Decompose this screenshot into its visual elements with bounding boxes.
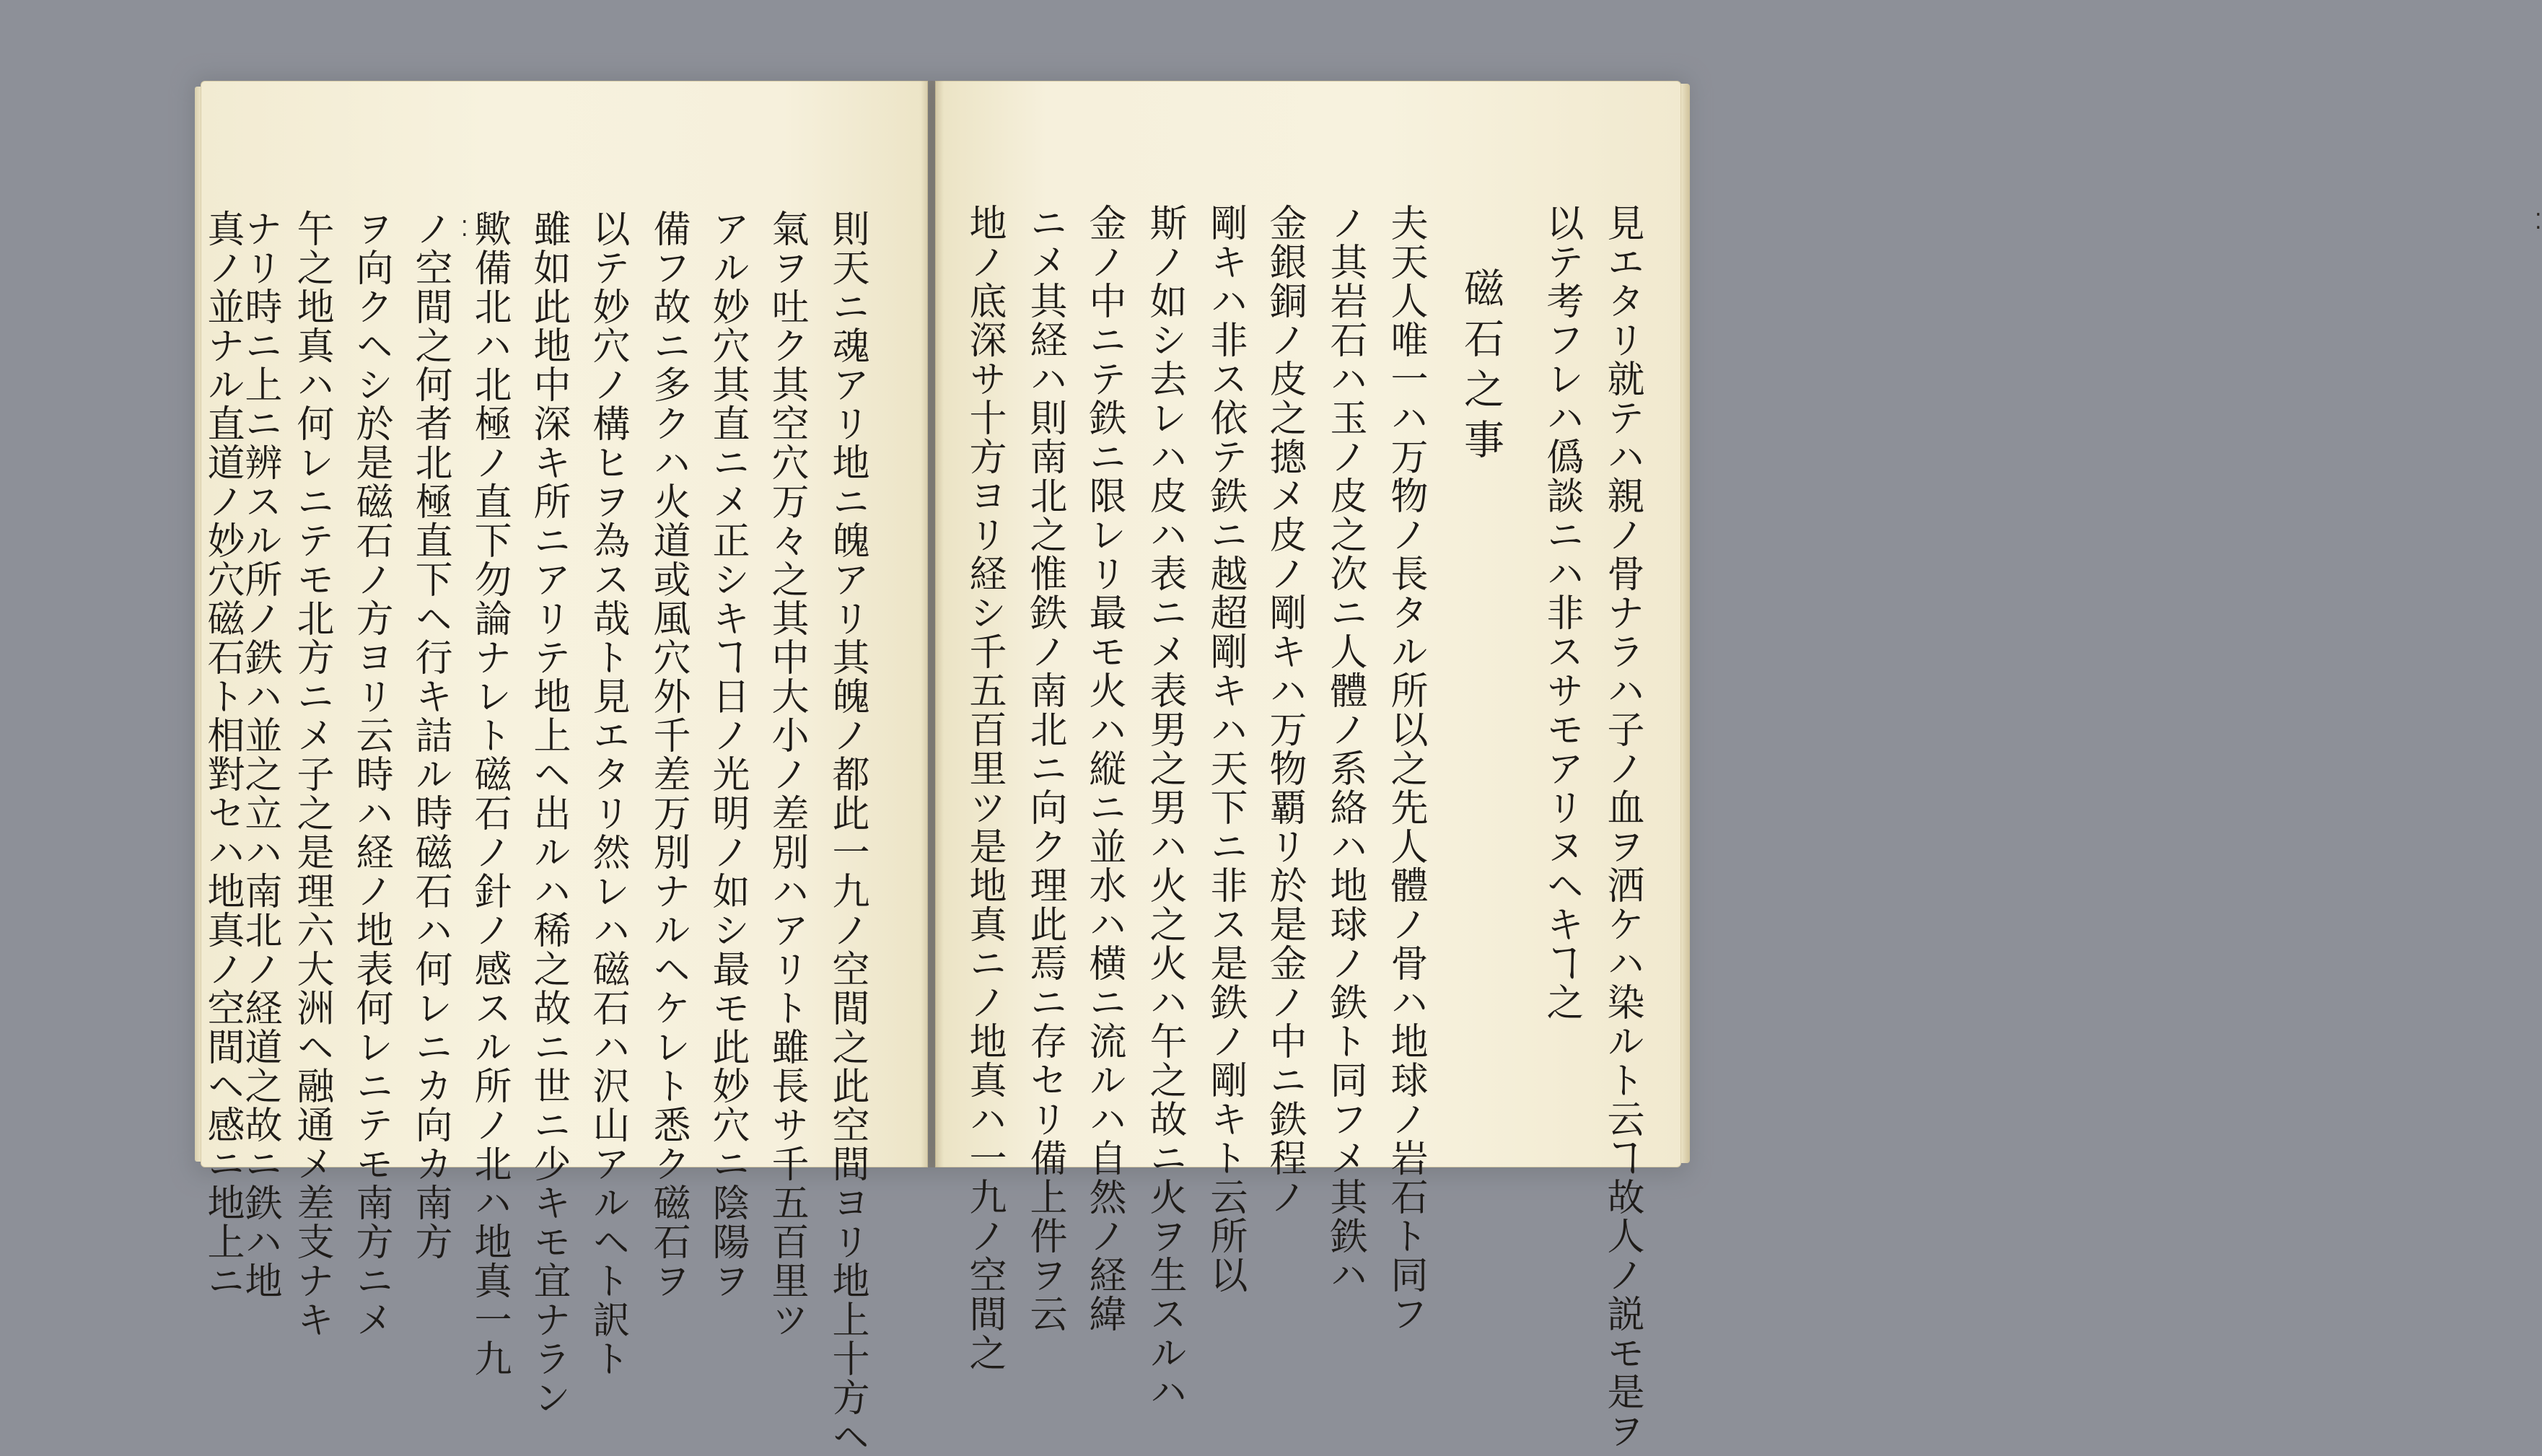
text-column-right-8: 斯ノ如シ去レハ皮ハ表ニメ表男之男ハ火之火ハ午之故ニ火ヲ生スルハ <box>1143 203 1186 1411</box>
text-column-right-9: 金ノ中ニテ鉄ニ限レリ最モ火ハ縦ニ並水ハ横ニ流ルハ自然ノ経緯 <box>1082 203 1126 1333</box>
binding-dot-marks: ⁚ <box>2535 209 2542 234</box>
text-column-left-6: 雖如此地中深キ所ニアリテ地上ヘ出ルハ稀之故ニ世ニ少キモ宜ナラン <box>527 209 570 1417</box>
text-column-right-2: 以テ考フレハ僞談ニハ非スサモアリヌヘキヿ之 <box>1540 203 1583 1022</box>
section-heading: 磁石之事 <box>1458 267 1504 469</box>
text-column-right-6: 金銀銅ノ皮之摠メ皮ノ剛キハ万物覇リ於是金ノ中ニ鉄程ノ <box>1263 203 1306 1216</box>
text-column-left-5: 以テ妙穴ノ構ヒヲ為ス哉ト見エタリ然レハ磁石ハ沢山アルヘト訳ト <box>586 209 629 1378</box>
text-column-right-10: ニメ其経ハ則南北之惟鉄ノ南北ニ向ク理此焉ニ存セリ備上件ヲ云 <box>1023 203 1066 1333</box>
text-column-right-7: 剛キハ非ス依テ鉄ニ越超剛キハ天下ニ非ス是鉄ノ剛キト云所以 <box>1204 203 1247 1294</box>
text-column-right-4: 夫天人唯一ハ万物ノ長タル所以之先人體ノ骨ハ地球ノ岩石ト同フ <box>1384 203 1427 1333</box>
text-column-left-8: ノ空間之何者北極直下ヘ行キ詰ル時磁石ハ何レニカ向カ南方 <box>408 209 452 1261</box>
text-column-left-3: アル妙穴其直ニメ正シキヿ日ノ光明ノ如シ最モ此妙穴ニ陰陽ヲ <box>706 209 749 1300</box>
text-column-left-11: ナリ時ニ上ニ辨スル所ノ鉄ハ並之立ハ南北ノ経道之故ニ鉄ハ地 <box>238 209 281 1300</box>
text-column-left-2: 氣ヲ吐ク其空穴万々之其中大小ノ差別ハアリト雖長サ千五百里ツ <box>765 209 808 1339</box>
text-column-left-7: 歟備北ハ北極ノ直下勿論ナレト磁石ノ針ノ感スル所ノ北ハ地真一九 <box>468 209 511 1378</box>
text-column-left-10: 午之地真ハ何レニテモ北方ニメ子之是理六大洲ヘ融通メ差支ナキ <box>290 209 333 1339</box>
text-column-right-5: ノ其岩石ハ玉ノ皮之次ニ人體ノ系絡ハ地球ノ鉄ト同フメ其鉄ハ <box>1323 203 1367 1294</box>
text-column-left-9: ヲ向クヘシ於是磁石ノ方ヨリ云時ハ経ノ地表何レニテモ南方ニメ <box>349 209 393 1339</box>
binding-dot-marks: ⁚ <box>461 216 468 242</box>
text-column-right-11: 地ノ底深サ十方ヨリ経シ千五百里ツ是地真ニノ地真ハ一九ノ空間之 <box>963 203 1006 1372</box>
text-column-left-4: 備フ故ニ多クハ火道或風穴外千差万別ナルヘケレト悉ク磁石ヲ <box>647 209 690 1300</box>
text-column-left-1: 則天ニ魂アリ地ニ魄アリ其魄ノ都此一九ノ空間之此空間ヨリ地上十方ヘ <box>825 209 869 1456</box>
text-column-right-1: 見エタリ就テハ親ノ骨ナラハ子ノ血ヲ洒ケハ染ルト云ヿ故人ノ説モ是ヲ <box>1600 203 1644 1450</box>
book-gutter <box>921 81 944 1167</box>
text-column-left-12: 真ノ並ナル直道ノ妙穴磁石ト相對セハ地真ノ空間ヘ感ニ地上ニ <box>201 209 244 1300</box>
right-page-edges <box>1680 84 1690 1163</box>
